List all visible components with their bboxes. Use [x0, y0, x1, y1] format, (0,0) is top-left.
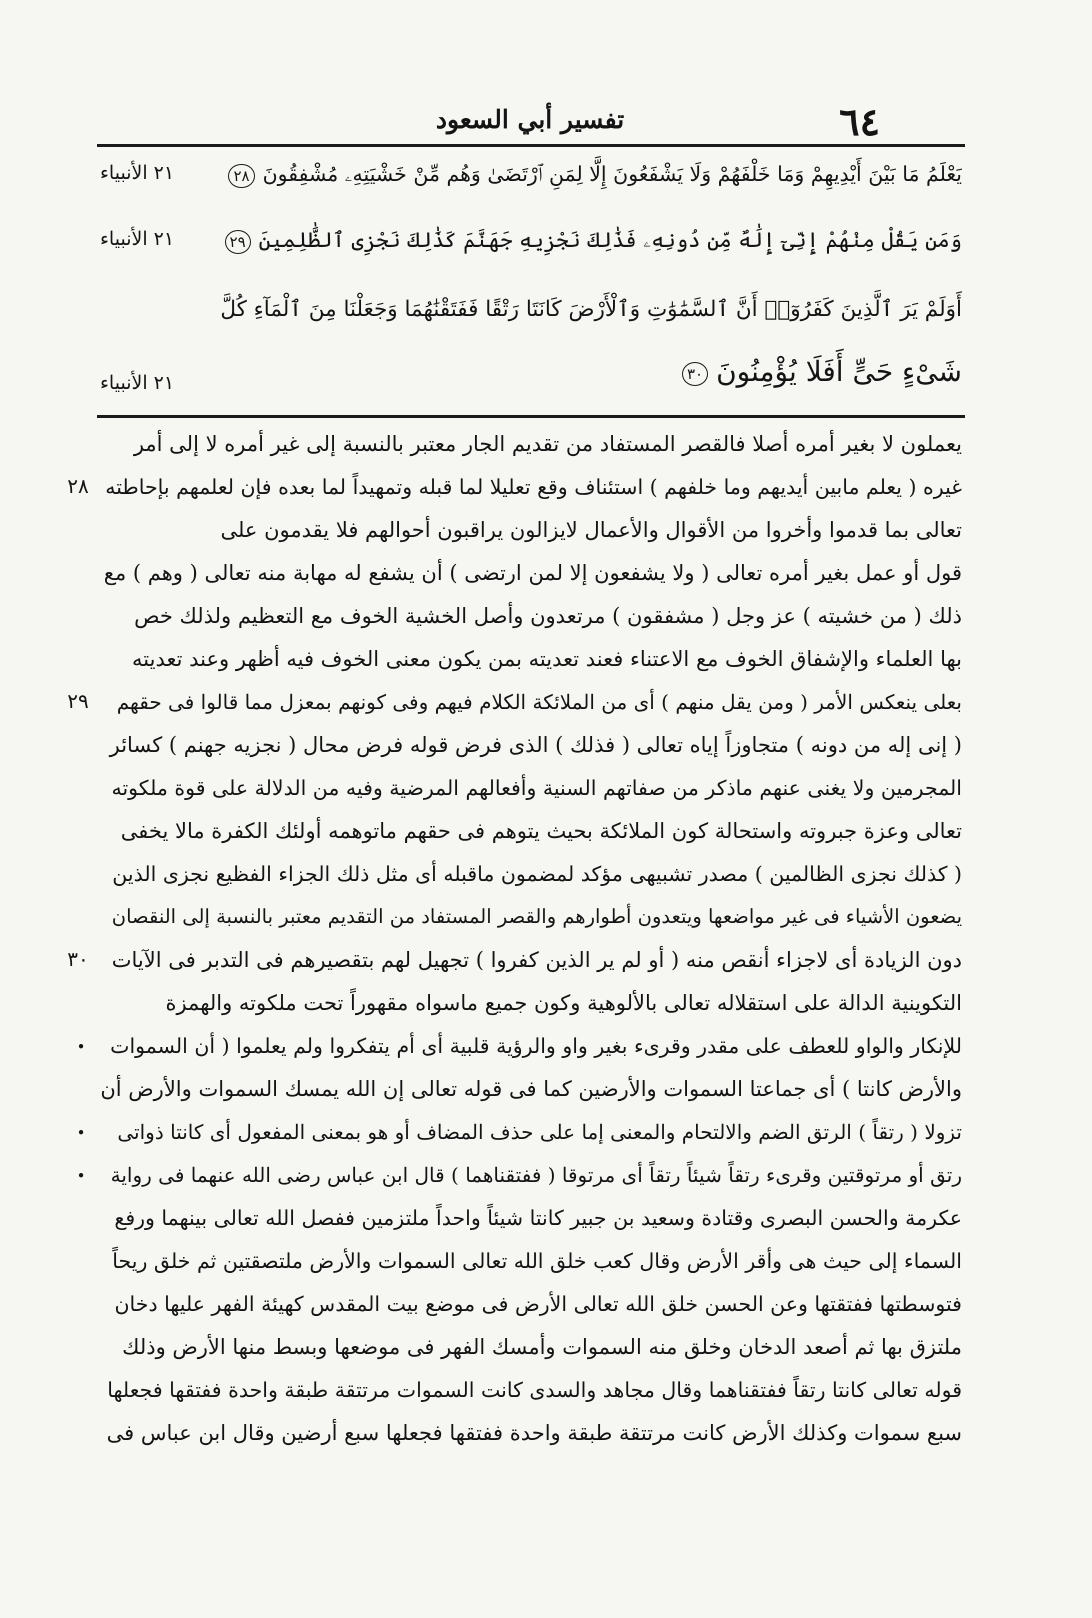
verse-text: شَىْءٍ حَىٍّ أَفَلَا يُؤْمِنُونَ٣٠	[674, 350, 962, 394]
commentary-line: فتوسطتها ففتقتها وعن الحسن خلق الله تعالى الأرض فى موضع بيت المقدس كهيئة الفهر عليها دخان	[114, 1292, 962, 1316]
commentary-line: بها العلماء والإشفاق الخوف مع الاعتناء فعند تعديته بمن يكون معنى الخوف فيه أظهر وعند تعديته	[132, 647, 962, 671]
verse-number-marker: ٢٩	[225, 230, 251, 254]
running-title: تفسير أبي السعود	[435, 105, 625, 134]
commentary-line: ( كذلك نجزى الظالمين ) مصدر تشبيهى مؤكد لمضمون ماقبله أى مثل ذلك الجزاء الفظيع نجزى الذين	[112, 862, 962, 886]
quran-verses	[100, 150, 962, 412]
commentary-line: سبع سموات وكذلك الأرض كانت مرتتقة طبقة واحدة ففتقها فجعلها سبع أرضين وقال ابن عباس فى	[106, 1421, 962, 1445]
commentary-line: قول أو عمل بغير أمره تعالى ( ولا يشفعون إلا لمن ارتضى ) أن يشفع له مهابة منه تعالى ( وهم ) مع	[103, 561, 962, 585]
commentary-line: السماء إلى حيث هى وأقر الأرض وقال كعب خلق الله تعالى السموات والأرض ملتصقتين ثم خلق ريحاً	[112, 1249, 962, 1273]
commentary-line: ( إنى إله من دونه ) متجاوزاً إياه تعالى ( فذلك ) الذى فرض قوله فرض محال ( نجزيه جهنم ) كسائر	[109, 733, 962, 757]
commentary-line: غيره ( يعلم مابين أيديهم وما خلفهم ) استئناف وقع تعليلا لما قبله وتمهيداً لما بعده فإن لعلمهم بإحاطته	[105, 475, 962, 499]
verse-reference: ٢١ الأنبياء	[100, 372, 175, 394]
verse-text: يَعْلَمُ مَا بَيْنَ أَيْدِيهِمْ وَمَا خَلْفَهُمْ وَلَا يَشْفَعُونَ إِلَّا لِمَنِ ٱرْتَضَىٰ وَهُم مِّنْ خَشْيَتِهِۦ مُشْفِقُونَ٢٨	[220, 152, 962, 196]
commentary-line: قوله تعالى كانتا رتقاً ففتقناهما وقال مجاهد والسدى كانت السموات مرتتقة طبقة واحدة ففتقها فجعلها	[107, 1378, 962, 1402]
commentary-line: يضعون الأشياء فى غير مواضعها ويتعدون أطوارهم والقصر المستفاد من التقديم معتبر بالنسبة إلى النقصان	[111, 905, 962, 928]
commentary-line: التكوينية الدالة على استقلاله تعالى بالألوهية وكون جميع ماسواه مقهوراً تحت ملكوته والهمزة	[165, 991, 962, 1015]
margin-bullet: •	[76, 1167, 86, 1185]
commentary-line: ملتزق بها ثم أصعد الدخان وخلق منه السموات وأمسك الفهر فى موضعها وبسط منها الأرض وذلك	[122, 1335, 962, 1359]
margin-bullet: •	[76, 1124, 86, 1142]
commentary-line: دون الزيادة أى لاجزاء أنقص منه ( أو لم ير الذين كفروا ) تجهيل لهم بتقصيرهم فى التدبر فى الآيات	[111, 948, 962, 972]
commentary-line: ذلك ( من خشيته ) عز وجل ( مشفقون ) مرتعدون وأصل الخشية الخوف مع التعظيم ولذلك خص	[134, 604, 962, 628]
commentary-line: يعملون لا بغير أمره أصلا فالقصر المستفاد من تقديم الجار معتبر بالنسبة إلى غير أمره لا إلى أمر	[133, 432, 962, 456]
margin-verse-number: ٢٨	[67, 474, 89, 498]
commentary-text	[100, 425, 962, 1485]
commentary-line: عكرمة والحسن البصرى وقتادة وسعيد بن جبير كانتا شيئاً واحداً ملتزمين ففصل الله تعالى بينهما ورفع	[114, 1206, 962, 1230]
verse-line	[100, 150, 962, 200]
header-rule	[97, 144, 965, 147]
verse-text: وَمَن يَقُلْ مِنْهُمْ إِنِّىٓ إِلَٰهٌ مِّن دُونِهِۦ فَذَٰلِكَ نَجْزِيهِ جَهَنَّمَ كَذَٰلِكَ نَجْزِى ٱلظَّٰلِمِينَ٢٩	[217, 218, 962, 262]
commentary-line: تعالى وعزة جبروته واستحالة كون الملائكة بحيث يتوهم فى حقهم ماتوهمه أولئك الكفرة مالا يخفى	[120, 819, 962, 843]
verse-text: أَوَلَمْ يَرَ ٱلَّذِينَ كَفَرُوٓا۟ أَنَّ ٱلسَّمَٰوَٰتِ وَٱلْأَرْضَ كَانَتَا رَتْقًا فَفَتَقْنَٰهُمَا وَجَعَلْنَا مِنَ ٱلْمَآءِ كُلَّ	[220, 297, 962, 322]
margin-verse-number: ٢٩	[67, 689, 89, 713]
verse-line	[100, 286, 962, 336]
margin-verse-number: ٣٠	[67, 947, 89, 971]
commentary-line: رتق أو مرتوقتين وقرىء رتقاً شيئاً رتقاً أى مرتوقا ( ففتقناهما ) قال ابن عباس رضى الله عنهما فى رواية	[110, 1163, 962, 1187]
page-header	[95, 100, 965, 144]
verse-reference: ٢١ الأنبياء	[100, 162, 175, 184]
page-number: ٦٤	[839, 99, 880, 144]
commentary-line: تزولا ( رتقاً ) الرتق الضم والالتحام والمعنى إما على حذف المضاف أو هو بمعنى المفعول أى كانتا ذواتى	[117, 1120, 962, 1144]
commentary-line: بعلى ينعكس الأمر ( ومن يقل منهم ) أى من الملائكة الكلام فيهم وفى كونهم بمعزل مما قالوا فى حقهم	[116, 690, 962, 714]
verse-number-marker: ٢٨	[228, 164, 254, 188]
section-rule	[97, 415, 965, 418]
verse-reference: ٢١ الأنبياء	[100, 228, 175, 250]
commentary-line: للإنكار والواو للعطف على مقدر وقرىء بغير واو والرؤية قلبية أى أم يتفكروا ولم يعلموا ( أن السموات	[110, 1034, 962, 1058]
margin-bullet: •	[76, 1038, 86, 1056]
verse-number-marker: ٣٠	[682, 362, 708, 386]
commentary-line: والأرض كانتا ) أى جماعتا السموات والأرضين كما فى قوله تعالى إن الله يمسك السموات والأرض أن	[100, 1077, 962, 1101]
commentary-line: المجرمين ولا يغنى عنهم ماذكر من صفاتهم السنية وأفعالهم المرضية وفيه من الدلالة على قوة ملكوته	[111, 776, 962, 800]
commentary-line: تعالى بما قدموا وأخروا من الأقوال والأعمال لايزالون يراقبون أحوالهم فلا يقدمون على	[220, 518, 962, 542]
verse-line	[100, 216, 962, 266]
verse-line	[100, 348, 962, 398]
